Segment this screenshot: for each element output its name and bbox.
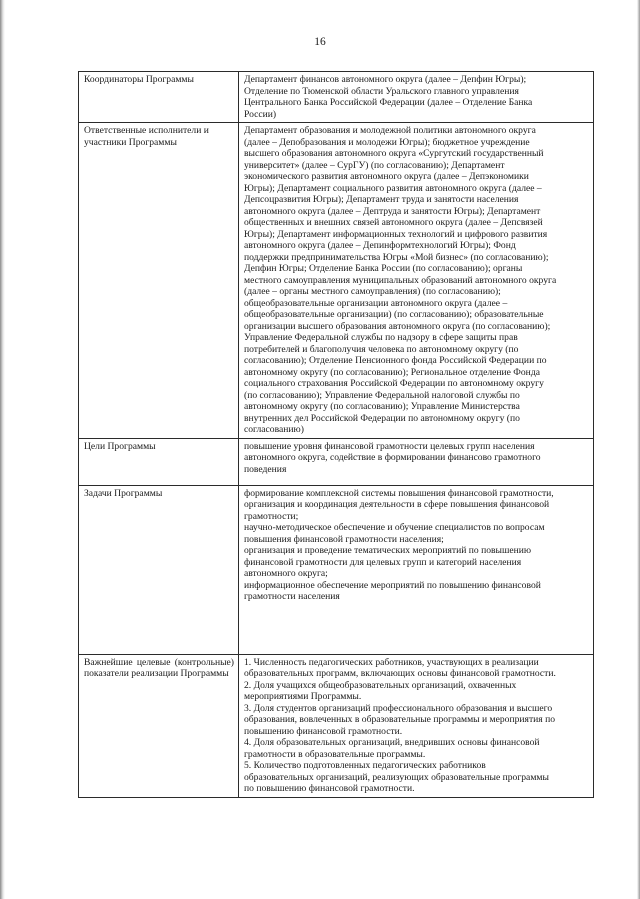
text-line: организация и проведение тематических мероприятий по повышению <box>244 545 532 556</box>
text-line: грамотности в образовательные программы. <box>244 748 426 760</box>
text-line: высшего образования автономного округа «Сургутский государственный <box>244 148 544 159</box>
text-line: автономного округа (далее – Депинформтехнологий Югры); Фонд <box>244 240 516 251</box>
text-line: организации высшего образования автономного округа (по согласованию); <box>244 320 551 332</box>
text-line: университет» (далее – СурГУ) (по согласованию); Департамент <box>244 159 505 171</box>
text-line: (далее – органы местного самоуправления) (по согласованию); <box>244 286 501 297</box>
text-line: образования, вовлеченных в образовательные программы и мероприятия по <box>244 714 556 725</box>
text-line: организация и координация деятельности в сфере повышения финансовой <box>244 499 550 510</box>
text-line: 3. Доля студентов организаций профессионального образования и высшего <box>244 702 553 714</box>
text-line: повышения финансовой грамотности населения; <box>244 533 444 545</box>
table-row-goals <box>79 438 594 485</box>
text-line: повышение уровня финансовой грамотности целевых групп населения <box>244 440 535 452</box>
text-line: потребителей и благополучия человека по автономному округу (по <box>244 343 519 355</box>
text-line: общественных и внешних связей автономного округа (далее – Депсвязей <box>244 217 543 228</box>
row-label: Координаторы Программы <box>79 72 239 123</box>
text-line: (далее – Депобразования и молодежи Югры); бюджетное учреждение <box>244 136 530 148</box>
text-line: поведения <box>244 463 287 475</box>
row-value <box>239 654 594 797</box>
table-row-indicators <box>79 654 594 797</box>
row-label: Важнейшие целевые (контрольные) показатели реализации Программы <box>79 654 239 797</box>
program-passport-table <box>78 71 594 798</box>
text-line: (по согласованию); Управление Федеральной налоговой службы по <box>244 389 520 401</box>
text-line: общеобразовательные организации) (по согласованию); образовательные <box>244 309 544 320</box>
text-line: социального страхования Российской Федерации по автономному округу <box>244 378 544 389</box>
text-line: автономного округа, содействие в формировании финансово грамотного <box>244 452 541 463</box>
text-line: согласованию); Отделение Пенсионного фонда Российской Федерации по <box>244 355 547 366</box>
text-line: информационное обеспечение мероприятий по повышению финансовой <box>244 579 541 591</box>
text-line: финансовой грамотности для целевых групп и категорий населения <box>244 556 522 568</box>
row-value <box>239 485 594 654</box>
text-line: общеобразовательные организации автономного округа (далее – <box>244 297 508 309</box>
text-line: 5. Количество подготовленных педагогических работников <box>244 760 486 771</box>
table-row-tasks <box>79 485 594 654</box>
table-row-executors <box>79 123 594 439</box>
text-line: по повышению финансовой грамотности. <box>244 783 415 794</box>
text-line: 4. Доля образовательных организаций, внедривших основы финансовой <box>244 737 540 748</box>
row-value <box>239 438 594 485</box>
text-line: Отделение по Тюменской области Уральского главного управления <box>244 85 519 97</box>
text-line: образовательных программ, включающих основы финансовой грамотности. <box>244 668 556 679</box>
text-line: Депсоцразвития Югры); Департамент труда и занятости населения <box>244 194 519 205</box>
text-line: научно-методическое обеспечение и обучение специалистов по вопросам <box>244 522 545 533</box>
text-line: Департамент финансов автономного округа (далее – Депфин Югры); <box>244 74 527 85</box>
text-line: поддержки предпринимательства Югры «Мой бизнес» (по согласованию); <box>244 251 549 263</box>
text-line: экономического развития автономного округа (далее – Депэкономики <box>244 171 529 182</box>
text-line: мероприятиями Программы. <box>244 691 362 702</box>
text-line: автономному округу (по согласованию); Управление Министерства <box>244 401 520 412</box>
text-line: автономного округа; <box>244 568 328 579</box>
text-line: грамотности; <box>244 510 299 522</box>
text-line: Управление Федеральной службы по надзору в сфере защиты прав <box>244 332 518 343</box>
text-line: автономного округа (далее – Дептруда и занятости Югры); Департамент <box>244 205 541 217</box>
page-number: 16 <box>314 36 326 48</box>
table-row-coordinators <box>79 72 594 123</box>
text-line: согласованию) <box>244 424 304 435</box>
text-line: Центрального Банка Российской Федерации (далее – Отделение Банка <box>244 97 533 108</box>
text-line: внутренних дел Российской Федерации по автономному округу (по <box>244 412 520 424</box>
text-line: грамотности населения <box>244 591 340 602</box>
row-value <box>239 123 594 439</box>
text-line: Депфин Югры; Отделение Банка России (по согласованию); органы <box>244 263 523 274</box>
row-label: Цели Программы <box>79 438 239 485</box>
text-line: формирование комплексной системы повышения финансовой грамотности, <box>244 487 554 499</box>
text-line: Югры); Департамент социального развития автономного округа (далее – <box>244 182 542 194</box>
text-line: 1. Численность педагогических работников, участвующих в реализации <box>244 656 539 668</box>
text-line: России) <box>244 108 277 120</box>
scan-left-edge <box>0 0 5 899</box>
text-line: 2. Доля учащихся общеобразовательных организаций, охваченных <box>244 679 517 691</box>
row-label: Ответственные исполнители и участники Программы <box>79 123 239 439</box>
text-line: образовательных организаций, реализующих образовательные программы <box>244 771 549 783</box>
row-value <box>239 72 594 123</box>
text-line: Департамент образования и молодежной политики автономного округа <box>244 125 536 136</box>
row-label: Задачи Программы <box>79 485 239 654</box>
text-line: местного самоуправления муниципальных образований автономного округа <box>244 274 557 286</box>
text-line: автономному округу (по согласованию); Региональное отделение Фонда <box>244 366 540 378</box>
text-line: повышению финансовой грамотности. <box>244 725 403 737</box>
text-line: Югры); Департамент информационных технологий и цифрового развития <box>244 228 548 240</box>
